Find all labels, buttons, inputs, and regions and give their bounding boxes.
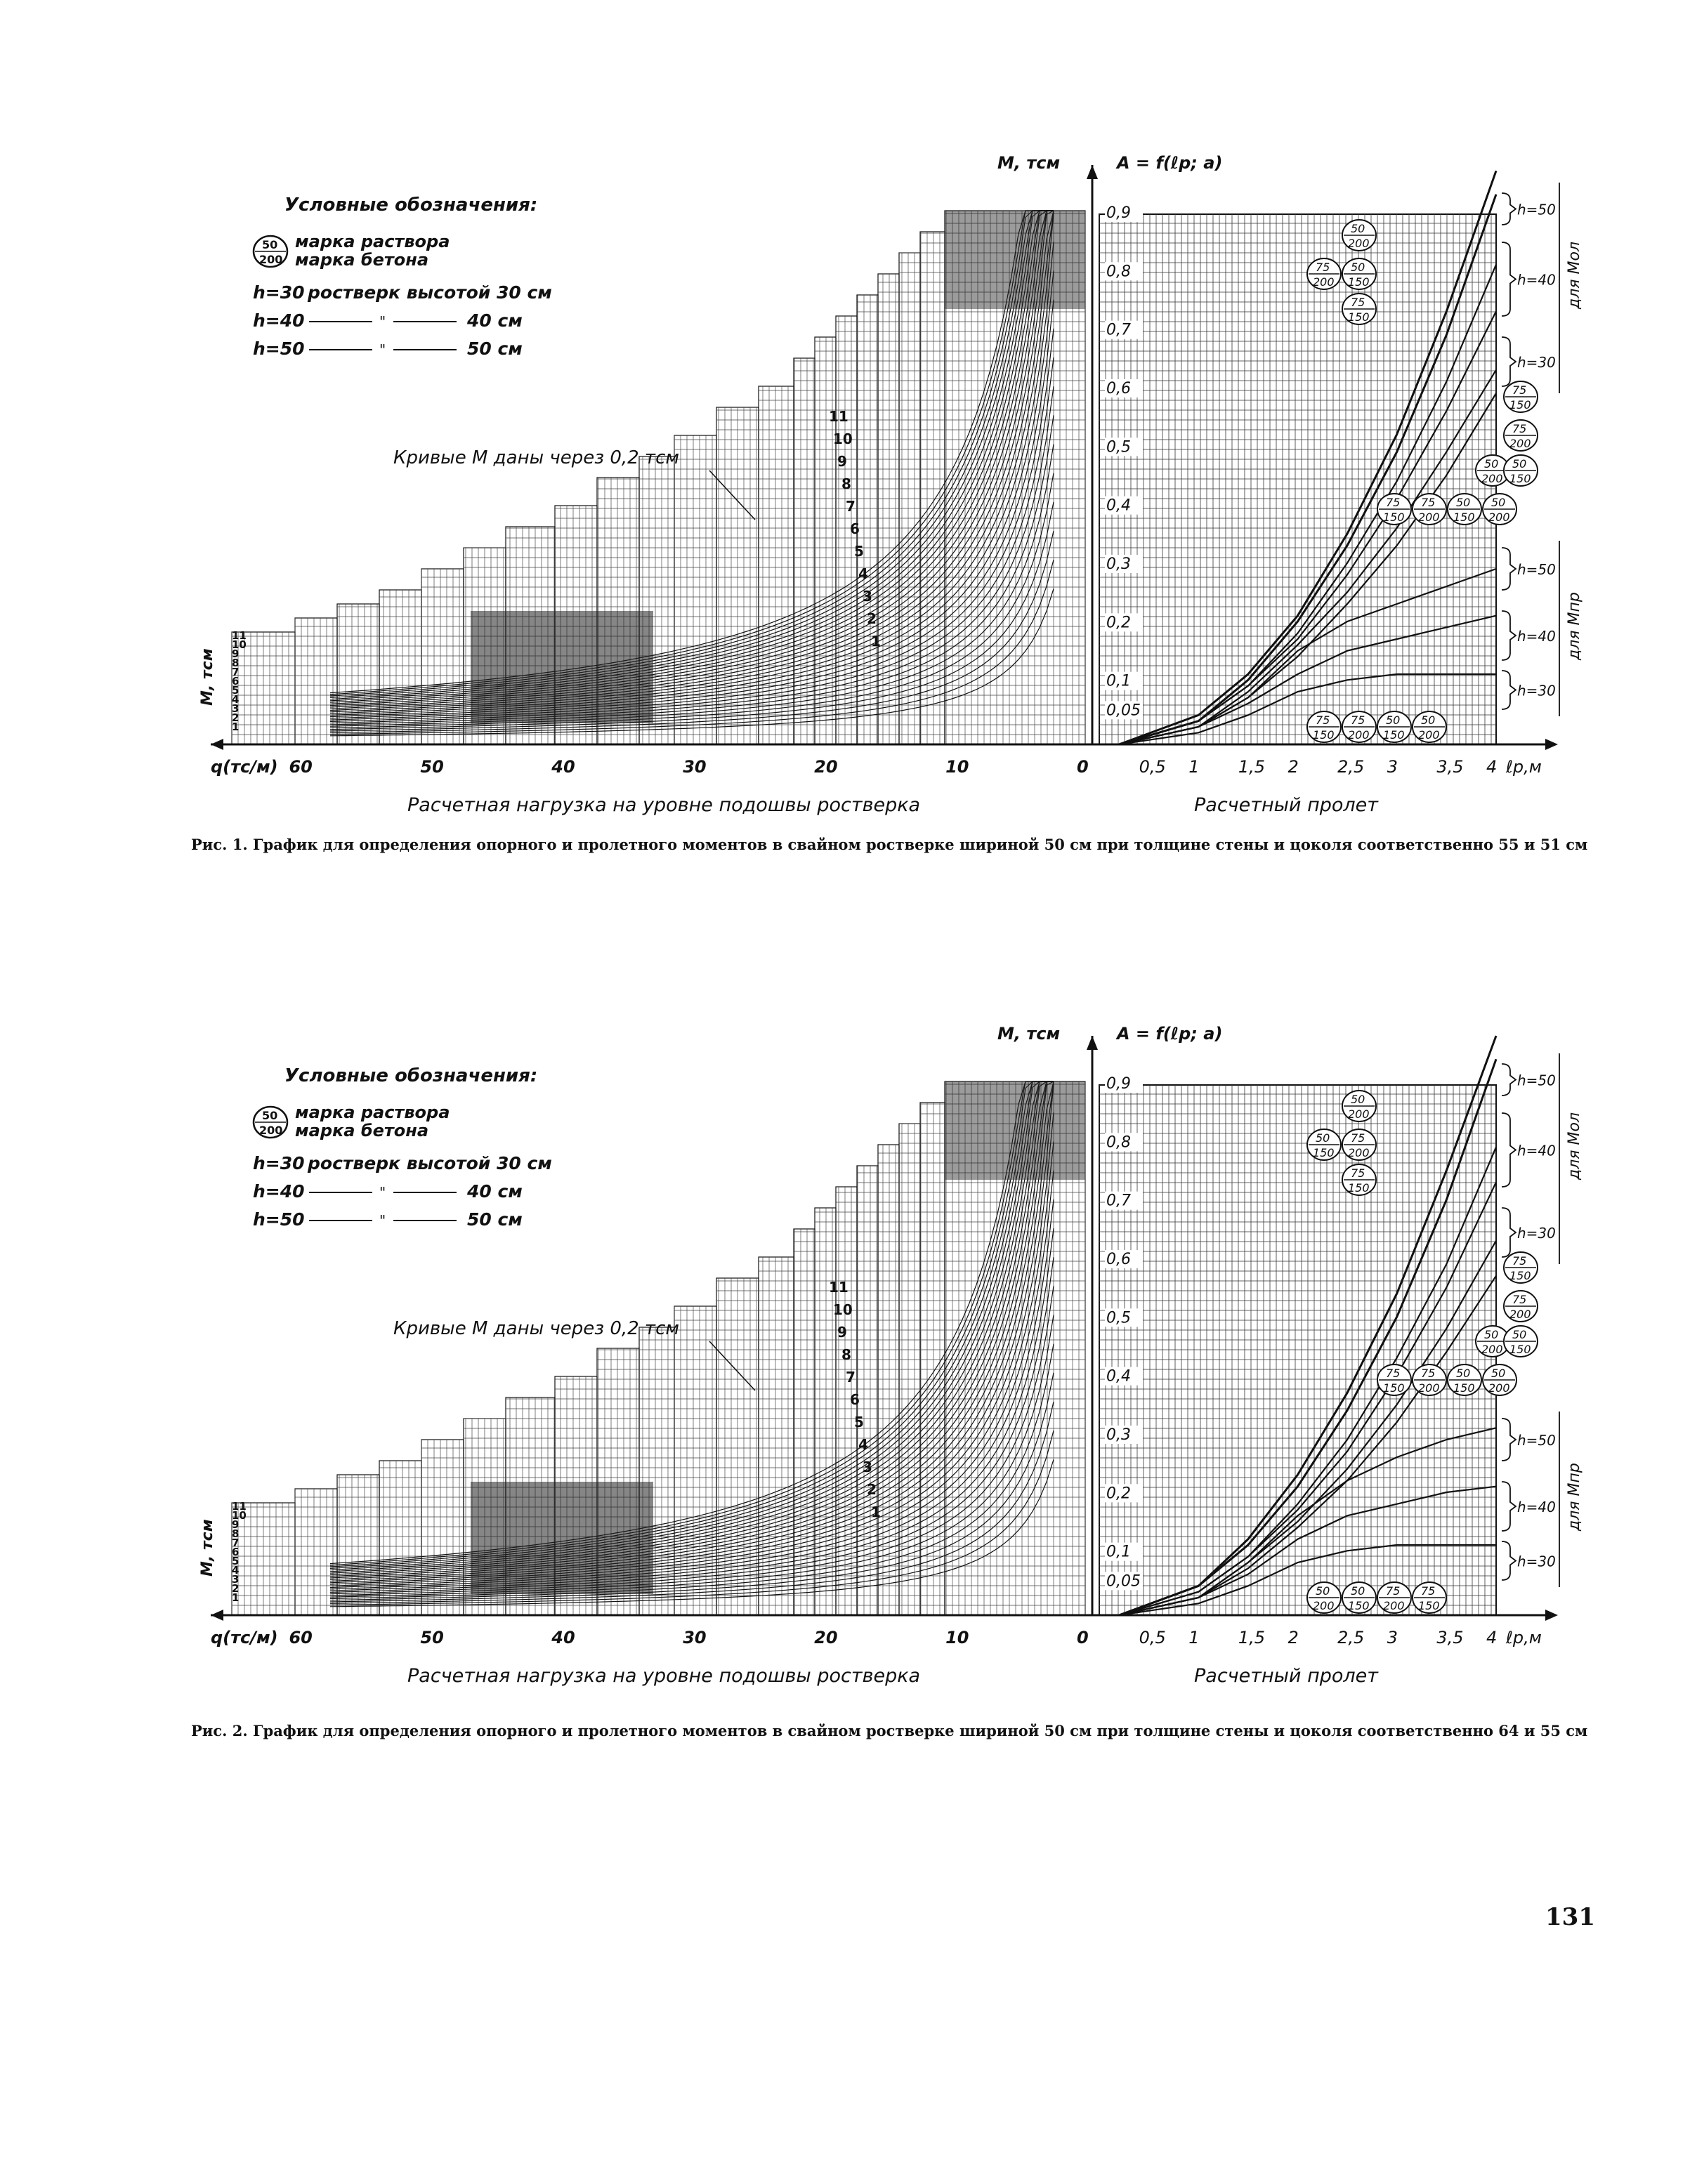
legend-h50: h=50 (253, 338, 305, 359)
m-tick-label: 1 (232, 1591, 240, 1604)
grade-mortar-value: 50 (1512, 457, 1527, 471)
q-tick-label: 0 (1077, 757, 1089, 777)
grade-mortar-value: 75 (1421, 1584, 1436, 1598)
a-tick-label: 0,3 (1106, 1426, 1131, 1444)
a-axis-title: A = f(ℓp; a) (1117, 1024, 1223, 1044)
a-tick-label: 0,1 (1106, 672, 1131, 690)
chart-figure-2 (0, 997, 1697, 1699)
grade-concrete-value: 150 (1418, 1599, 1440, 1612)
a-tick-label: 0,6 (1106, 380, 1131, 397)
group-brace (1502, 548, 1516, 590)
x-right-title: Расчетный пролет (1194, 794, 1378, 816)
figure-1-caption: Рис. 1. График для определения опорного и пролетного моментов в свайном ростверке шириной 50 см при толщине стены и цоколя соответственно 55 и 51 см (191, 836, 1588, 853)
x-axis-arrow-right (1545, 1610, 1558, 1621)
group-brace (1502, 337, 1516, 386)
m-tick-label: 9 (232, 1518, 240, 1531)
m-tick-label: 2 (232, 1582, 240, 1595)
q-tick-label: 40 (551, 1628, 575, 1647)
legend-concrete-label: марка бетона (295, 1121, 429, 1140)
m-curve-number: 11 (829, 408, 848, 425)
legend-h40-text: 40 см (467, 1181, 523, 1202)
m-tick-label: 7 (232, 1537, 240, 1549)
m-curve-number: 5 (854, 543, 864, 560)
m-tick-label: 9 (232, 647, 240, 660)
legend-h50: h=50 (253, 1209, 305, 1230)
grade-mortar-value: 50 (1386, 713, 1401, 727)
m-curve-number: 10 (833, 1301, 853, 1318)
group-brace (1502, 242, 1516, 316)
grid-step (815, 337, 836, 744)
x-right-title: Расчетный пролет (1194, 1665, 1378, 1687)
y-axis-arrow (1087, 165, 1098, 179)
legend-grade-top: 50 (262, 238, 278, 251)
group-brace (1502, 611, 1516, 660)
grade-concrete-value: 150 (1348, 275, 1370, 289)
legend-h40: h=40 (253, 310, 305, 331)
grid-step (920, 1103, 945, 1615)
grade-mortar-value: 75 (1386, 1584, 1401, 1598)
grid-step (794, 1229, 815, 1615)
group-label: h=40 (1517, 628, 1556, 645)
group-brace (1502, 1482, 1516, 1531)
grade-concrete-value: 200 (1488, 1381, 1510, 1395)
m-axis-title: М, тсм (997, 1024, 1061, 1044)
grade-concrete-value: 150 (1383, 728, 1405, 742)
figure-2 (0, 997, 1697, 1896)
grade-mortar-value: 75 (1386, 1367, 1401, 1380)
a-tick-label: 0,5 (1106, 1309, 1131, 1327)
lp-tick-label: 1 (1188, 1628, 1200, 1647)
m-tick-label: 10 (232, 1509, 247, 1522)
q-tick-label: 50 (420, 757, 444, 777)
a-tick-label: 0,4 (1106, 1367, 1131, 1386)
legend-h40-ditto: " (379, 1184, 386, 1201)
a-tick-label: 0,3 (1106, 555, 1131, 573)
group-label: h=50 (1517, 1072, 1556, 1089)
m-curve-number: 5 (854, 1414, 864, 1430)
q-axis-label: q(тс/м) (211, 1628, 278, 1647)
legend-h40: h=40 (253, 1181, 305, 1202)
grade-mortar-value: 75 (1351, 1131, 1365, 1145)
grade-mortar-value: 75 (1351, 296, 1365, 309)
m-tick-label: 5 (232, 1555, 240, 1567)
grade-concrete-value: 200 (1383, 1599, 1405, 1612)
q-tick-label: 40 (551, 757, 575, 777)
lp-tick-label: 2,5 (1337, 1628, 1365, 1647)
m-curve-number: 1 (871, 633, 881, 650)
legend-grade-top: 50 (262, 1109, 278, 1122)
m-curve-number: 9 (837, 1324, 847, 1341)
grade-mortar-value: 75 (1316, 261, 1330, 274)
group-label: h=40 (1517, 1499, 1556, 1515)
grade-concrete-value: 150 (1313, 728, 1335, 742)
left-axis-title: М, тсм (199, 648, 216, 706)
m-tick-label: 3 (232, 1573, 240, 1586)
q-tick-label: 60 (289, 757, 313, 777)
legend-h30: h=30 (253, 282, 305, 303)
grade-concrete-value: 150 (1509, 1269, 1531, 1282)
m-tick-label: 8 (232, 1527, 240, 1540)
group-brace (1502, 1064, 1516, 1096)
a-tick-label: 0,8 (1106, 1133, 1131, 1152)
grade-concrete-value: 150 (1509, 398, 1531, 412)
grade-mortar-value: 50 (1491, 496, 1506, 509)
grade-mortar-value: 50 (1351, 261, 1365, 274)
m-tick-label: 11 (232, 629, 247, 642)
legend-h40-text: 40 см (467, 310, 523, 331)
group-label: h=50 (1517, 201, 1556, 218)
legend-grade-bottom: 200 (259, 253, 283, 266)
lp-axis-label: ℓp,м (1506, 757, 1542, 777)
lp-tick-label: 0,5 (1139, 1628, 1166, 1647)
grid-step (920, 232, 945, 744)
dense-band (945, 1081, 1085, 1180)
grid-step (857, 295, 878, 744)
grade-mortar-value: 50 (1484, 1328, 1499, 1341)
a-tick-label: 0,5 (1106, 438, 1131, 456)
group-label: h=30 (1517, 1225, 1556, 1242)
figure-2-caption: Рис. 2. График для определения опорного и пролетного моментов в свайном ростверке шириной 50 см при толщине стены и цоколя соответственно 64 и 55 см (191, 1722, 1588, 1739)
legend-concrete-label: марка бетона (295, 250, 429, 270)
m-curve-number: 8 (841, 475, 851, 492)
grade-mortar-value: 50 (1351, 1093, 1365, 1106)
m-curve-number: 2 (867, 610, 877, 627)
m-curve-number: 11 (829, 1279, 848, 1296)
grade-concrete-value: 150 (1348, 310, 1370, 324)
mpr-label: для Мпр (1566, 1463, 1583, 1531)
q-axis-label: q(тс/м) (211, 757, 278, 777)
m-curve-number: 2 (867, 1481, 877, 1498)
grade-concrete-value: 200 (1348, 237, 1370, 250)
grade-mortar-value: 75 (1386, 496, 1401, 509)
x-axis-arrow-left (211, 739, 223, 750)
grade-concrete-value: 150 (1509, 472, 1531, 485)
grade-concrete-value: 200 (1418, 728, 1440, 742)
legend-h50-text: 50 см (467, 1209, 523, 1230)
q-tick-label: 0 (1077, 1628, 1089, 1647)
grade-concrete-value: 200 (1348, 728, 1370, 742)
x-left-title: Расчетная нагрузка на уровне подошвы ростверка (407, 794, 921, 816)
a-tick-label: 0,6 (1106, 1251, 1131, 1268)
y-axis-arrow (1087, 1036, 1098, 1050)
lp-tick-label: 3 (1387, 1628, 1398, 1647)
lp-tick-label: 1 (1188, 757, 1200, 777)
grade-mortar-value: 50 (1484, 457, 1499, 471)
a-tick-label: 0,7 (1106, 1192, 1131, 1210)
a-tick-label: 0,05 (1106, 702, 1141, 720)
x-left-title: Расчетная нагрузка на уровне подошвы ростверка (407, 1665, 921, 1687)
lp-tick-label: 3,5 (1436, 1628, 1464, 1647)
grade-mortar-value: 75 (1512, 422, 1527, 435)
legend-title: Условные обозначения: (284, 1065, 538, 1086)
grade-concrete-value: 200 (1348, 1107, 1370, 1121)
grade-concrete-value: 200 (1509, 437, 1531, 450)
m-tick-label: 6 (232, 1546, 240, 1558)
dense-band (471, 611, 653, 723)
lp-tick-label: 3 (1387, 757, 1398, 777)
group-label: h=30 (1517, 682, 1556, 699)
m-curve-number: 6 (850, 1391, 860, 1408)
m-curve-number: 10 (833, 430, 853, 447)
a-tick-label: 0,8 (1106, 263, 1131, 281)
m-tick-label: 8 (232, 657, 240, 669)
grade-mortar-value: 50 (1456, 1367, 1471, 1380)
group-brace (1502, 671, 1516, 709)
m-curve-number: 3 (863, 1459, 872, 1475)
grade-mortar-value: 75 (1512, 1254, 1527, 1268)
grade-mortar-value: 50 (1491, 1367, 1506, 1380)
m-curve-number: 4 (858, 1436, 868, 1453)
q-tick-label: 20 (814, 757, 838, 777)
m-tick-label: 4 (232, 1564, 240, 1577)
grid-step (759, 1257, 794, 1615)
grade-concrete-value: 200 (1313, 275, 1335, 289)
m-curve-number: 4 (858, 565, 868, 582)
m-curve-number: 6 (850, 520, 860, 537)
grid-step (794, 358, 815, 744)
m-curve-number: 7 (846, 498, 856, 515)
m-tick-label: 4 (232, 693, 240, 706)
group-brace (1502, 1419, 1516, 1461)
q-tick-label: 10 (945, 757, 969, 777)
grade-concrete-value: 200 (1418, 511, 1440, 524)
legend-mortar-label: марка раствора (295, 1103, 450, 1122)
m-tick-label: 5 (232, 684, 240, 697)
grade-mortar-value: 75 (1351, 713, 1365, 727)
mop-label: для Мол (1566, 1112, 1583, 1180)
figure-1 (0, 126, 1697, 1025)
legend-h50-text: 50 см (467, 338, 523, 359)
a-tick-label: 0,2 (1106, 614, 1131, 632)
a-tick-label: 0,05 (1106, 1572, 1141, 1591)
grade-mortar-value: 50 (1512, 1328, 1527, 1341)
grade-mortar-value: 75 (1512, 383, 1527, 397)
grade-mortar-value: 75 (1351, 1166, 1365, 1180)
a-tick-label: 0,1 (1106, 1543, 1131, 1561)
m-tick-label: 11 (232, 1500, 247, 1513)
grade-mortar-value: 50 (1351, 1584, 1365, 1598)
grade-mortar-value: 50 (1351, 222, 1365, 235)
q-tick-label: 30 (683, 1628, 707, 1647)
grade-concrete-value: 200 (1348, 1146, 1370, 1159)
m-tick-label: 7 (232, 666, 240, 678)
group-label: h=40 (1517, 271, 1556, 289)
dense-band (945, 211, 1085, 309)
legend-title: Условные обозначения: (284, 195, 538, 216)
m-curve-number: 9 (837, 453, 847, 470)
grade-concrete-value: 150 (1348, 1181, 1370, 1195)
grade-mortar-value: 75 (1421, 496, 1436, 509)
chart-figure-1 (0, 126, 1697, 829)
lp-tick-label: 2 (1288, 757, 1299, 777)
m-curve-number: 3 (863, 588, 872, 605)
group-brace (1502, 1208, 1516, 1257)
curves-note: Кривые М даны через 0,2 тсм (393, 447, 679, 468)
legend-h50-ditto: " (379, 1212, 386, 1229)
a-tick-label: 0,4 (1106, 496, 1131, 515)
a-tick-label: 0,9 (1106, 204, 1131, 222)
grid-step (759, 386, 794, 744)
m-curve-number: 7 (846, 1369, 856, 1386)
grade-mortar-value: 50 (1421, 713, 1436, 727)
grade-concrete-value: 200 (1418, 1381, 1440, 1395)
a-axis-title: A = f(ℓp; a) (1117, 153, 1223, 173)
legend-h50-ditto: " (379, 341, 386, 358)
page-number: 131 (1545, 1903, 1595, 1931)
grade-concrete-value: 150 (1313, 1146, 1335, 1159)
grade-concrete-value: 150 (1383, 1381, 1405, 1395)
grade-concrete-value: 150 (1453, 511, 1475, 524)
m-tick-label: 1 (232, 721, 240, 733)
lp-tick-label: 2 (1288, 1628, 1299, 1647)
grid-step (815, 1208, 836, 1615)
a-tick-label: 0,2 (1106, 1485, 1131, 1503)
lp-tick-label: 3,5 (1436, 757, 1464, 777)
grade-concrete-value: 200 (1509, 1308, 1531, 1321)
grade-mortar-value: 50 (1316, 1131, 1330, 1145)
group-brace (1502, 193, 1516, 225)
lp-tick-label: 1,5 (1238, 757, 1266, 777)
grade-concrete-value: 150 (1453, 1381, 1475, 1395)
grade-concrete-value: 200 (1488, 511, 1510, 524)
mpr-label: для Мпр (1566, 592, 1583, 660)
m-tick-label: 3 (232, 702, 240, 715)
m-tick-label: 6 (232, 675, 240, 688)
a-tick-label: 0,7 (1106, 321, 1131, 339)
group-label: h=30 (1517, 354, 1556, 371)
m-tick-label: 10 (232, 638, 247, 651)
m-tick-label: 2 (232, 711, 240, 724)
group-label: h=30 (1517, 1553, 1556, 1570)
grade-mortar-value: 50 (1316, 1584, 1330, 1598)
group-label: h=50 (1517, 561, 1556, 578)
group-label: h=40 (1517, 1142, 1556, 1159)
legend-h30-text: ростверк высотой 30 см (308, 282, 552, 303)
grade-mortar-value: 75 (1421, 1367, 1436, 1380)
grade-concrete-value: 200 (1313, 1599, 1335, 1612)
legend-h40-ditto: " (379, 313, 386, 330)
m-curve-number: 1 (871, 1504, 881, 1520)
dense-band (471, 1482, 653, 1594)
grade-concrete-value: 200 (1481, 472, 1503, 485)
group-brace (1502, 1113, 1516, 1187)
x-axis-arrow-left (211, 1610, 223, 1621)
grade-concrete-value: 150 (1348, 1599, 1370, 1612)
legend-h30: h=30 (253, 1153, 305, 1173)
legend-grade-bottom: 200 (259, 1124, 283, 1137)
curves-note: Кривые М даны через 0,2 тсм (393, 1318, 679, 1339)
lp-axis-label: ℓp,м (1506, 1628, 1542, 1647)
lp-tick-label: 4 (1486, 757, 1498, 777)
group-label: h=50 (1517, 1432, 1556, 1449)
grade-concrete-value: 150 (1509, 1343, 1531, 1356)
a-tick-label: 0,9 (1106, 1075, 1131, 1093)
grade-mortar-value: 75 (1512, 1293, 1527, 1306)
grade-concrete-value: 200 (1481, 1343, 1503, 1356)
lp-tick-label: 2,5 (1337, 757, 1365, 777)
lp-tick-label: 1,5 (1238, 1628, 1266, 1647)
q-tick-label: 50 (420, 1628, 444, 1647)
mop-label: для Мол (1566, 241, 1583, 309)
q-tick-label: 60 (289, 1628, 313, 1647)
q-tick-label: 20 (814, 1628, 838, 1647)
m-axis-title: М, тсм (997, 153, 1061, 173)
grid-step (857, 1166, 878, 1615)
legend-mortar-label: марка раствора (295, 232, 450, 251)
lp-tick-label: 4 (1486, 1628, 1498, 1647)
x-axis-arrow-right (1545, 739, 1558, 750)
q-tick-label: 10 (945, 1628, 969, 1647)
m-curve-number: 8 (841, 1346, 851, 1363)
legend-h30-text: ростверк высотой 30 см (308, 1153, 552, 1173)
group-brace (1502, 1541, 1516, 1580)
grade-mortar-value: 50 (1456, 496, 1471, 509)
grade-concrete-value: 150 (1383, 511, 1405, 524)
q-tick-label: 30 (683, 757, 707, 777)
grade-mortar-value: 75 (1316, 713, 1330, 727)
lp-tick-label: 0,5 (1139, 757, 1166, 777)
left-axis-title: М, тсм (199, 1519, 216, 1577)
